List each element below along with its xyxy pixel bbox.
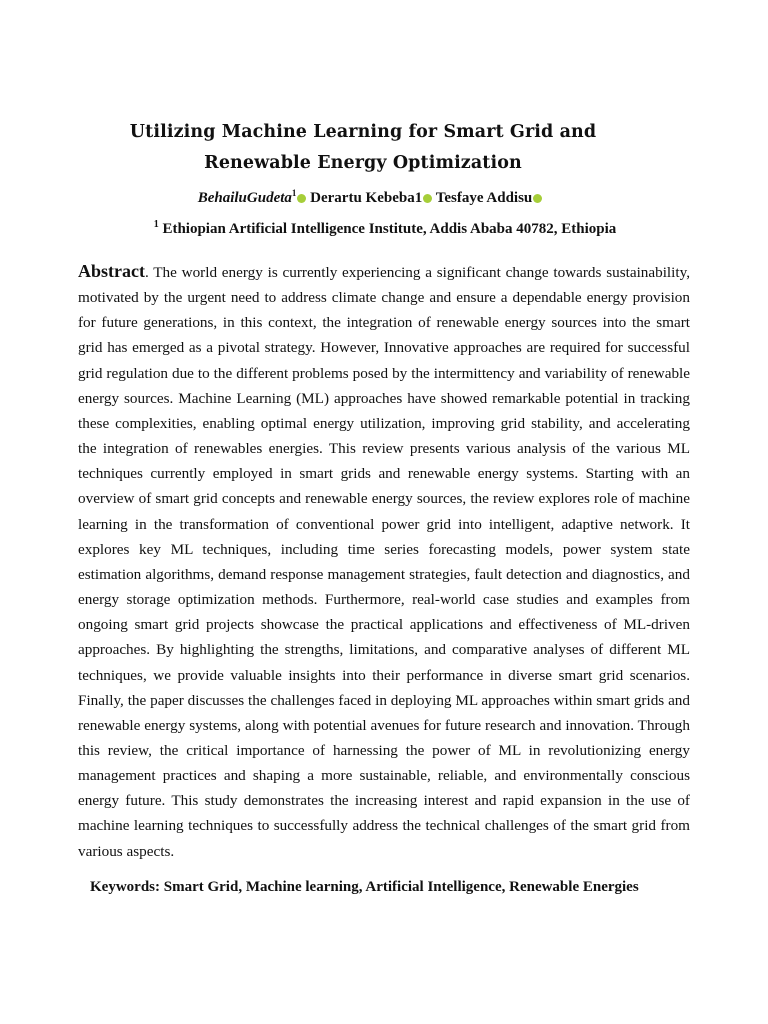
author-name-3: Tesfaye Addisu [435,190,533,206]
affiliation-text: Ethiopian Artificial Intelligence Institute, Addis Ababa 40782, Ethiopia [162,221,617,237]
author-name-1: BehailuGudeta [197,190,292,206]
abstract [78,259,690,864]
affiliation-mark: 1 [153,219,159,230]
abstract-body: . The world energy is currently experiencing a significant change towards sustainability, motivated by the urgent need to address climate change and ensure a dependable energy provision for future generations, in this context, the integration of renewable energy sources into the smart grid has emerged as a pivotal strategy. However, Innovative approaches are required for successful grid regulation due to the different problems posed by the intermittency and variability of renewable energy sources. Machine Learning (ML) approaches have showed remarkable potential in tracking these complexities, enabling optimal energy utilization, improving grid stability, and accelerating the integration of renewables energies. This review presents various analysis of the various ML techniques currently employed in smart grids and renewable energy systems. Starting with an overview of smart grid concepts and renewable energy sources, the review explores role of machine learning in the transformation of conventional power grid into intelligent, adaptive network. It explores key ML techniques, including time series forecasting models, power system state estimation algorithms, demand response management strategies, fault detection and diagnostics, and energy storage optimization methods. Furthermore, real-world case studies and examples from ongoing smart grid projects showcase the practical applications and effectiveness of ML-driven approaches. By highlighting the strengths, limitations, and comparative analyses of different ML techniques, we provide valuable insights into their performance in diverse smart grid scenarios. Finally, the paper discusses the challenges faced in deploying ML approaches within smart grids and renewable energy systems, along with potential avenues for future research and innovation. Through this review, the critical importance of harnessing the power of ML in revolutionizing energy management practices and shaping a more sustainable, reliable, and environmentally conscious energy future. This study demonstrates the increasing interest and rapid expansion in the use of machine learning techniques to successfully address the technical challenges of the smart grid from various aspects. [78,264,690,860]
abstract-heading: Abstract [78,261,145,281]
author-list [0,188,740,207]
paper-title-line-1: Utilizing Machine Learning for Smart Grid and [129,122,597,142]
author-name-2: Derartu Kebeba1 [310,190,423,206]
author-1-affiliation-mark: 1 [291,188,297,198]
keywords: Keywords: Smart Grid, Machine learning, Artificial Intelligence, Renewable Energies [90,879,639,895]
affiliation [0,219,768,238]
orcid-icon[interactable] [423,194,432,203]
paper-title-line-2: Renewable Energy Optimization [204,153,522,173]
orcid-icon[interactable] [533,194,542,203]
orcid-icon[interactable] [297,194,306,203]
